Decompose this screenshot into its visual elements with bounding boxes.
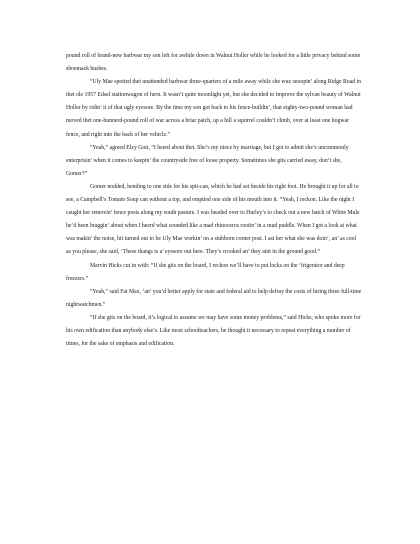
paragraph: Marvin Hicks cut in with: “If she gits on the board, I reckon we’ll have to put locks on the ‘frigerator and deep freezers.” [66, 262, 345, 282]
paragraph: Gomer nodded, bending to one side for his spit-can, which he had set beside his right foot. He brought it up for all to see, a Campbell’s Tomato Soup can without a top, and emptied one side of his mouth into it. “Yeah, I reckon. Like the night I caught her removin’ fence posts along my south pasture. I was headed over to Hurley’s to check out a new batch of White Mule he’d been braggin’ about when I heerd what sounded like a mad rhinoceros rootin’ in a mud puddle. When I got a look at what was makin’ the noise, hit turned out to be Uly Mae workin’ on a stubborn corner post. I ast her what she was doin’, an’ as cool as you please, she said, ‘These thangs is a’ eyesore out here. They’s crooked an’ they aint in the ground good.” [66, 183, 360, 256]
paragraph: pound roll of brand-new barbwar my son left for awhile down in Walnut Holler while he looked for a little privacy behind some shoemack bushes. [66, 53, 361, 73]
paragraph: “Uly Mae spotted thet unattended barbwar three-quarters of a mile away while she wuz snoopin’ along Ridge Road in thet ole 1957 Edsel stationwagon of hern. It wasn’t quite moonlight yet, but she decided to improve the sylvan beauty of Walnut Holler by ridin’ it of that ugly eyesore. By the time my son got back to his fence-buildin’, that eighty-two-pound woman had moved thet one-hunnerd-pound roll of war across a briar patch, up a hill a squirrel couldn’t climb, over at least one hogwar fence, and right into the back of her vehicle.” [66, 79, 362, 138]
paragraph: “Yeah,” said Fat Max, ‘an’ you’d better apply for state and federal aid to help defray the costs of hiring three full-time nightwatchmen.” [66, 288, 362, 308]
paragraph: “If she gits on the board, it’s logical to assume we may have some money problems,” said Hicks, who spoke more for his own edification than anybody else’s. Like most schoolteachers, he thought it necessary to repeat everything a number of times, for the sake of emphasis and edification. [66, 314, 361, 348]
paragraph: “Yeah,” agreed Elzy Gott, “I heerd about thet. She’s my niece by marriage, but I got to admit she’s uncommonly enterprisin’ when it comes to keepin’ the countryside free of loose property. Sometimes she gits carried away, don’t she, Gomer?” [66, 144, 349, 177]
